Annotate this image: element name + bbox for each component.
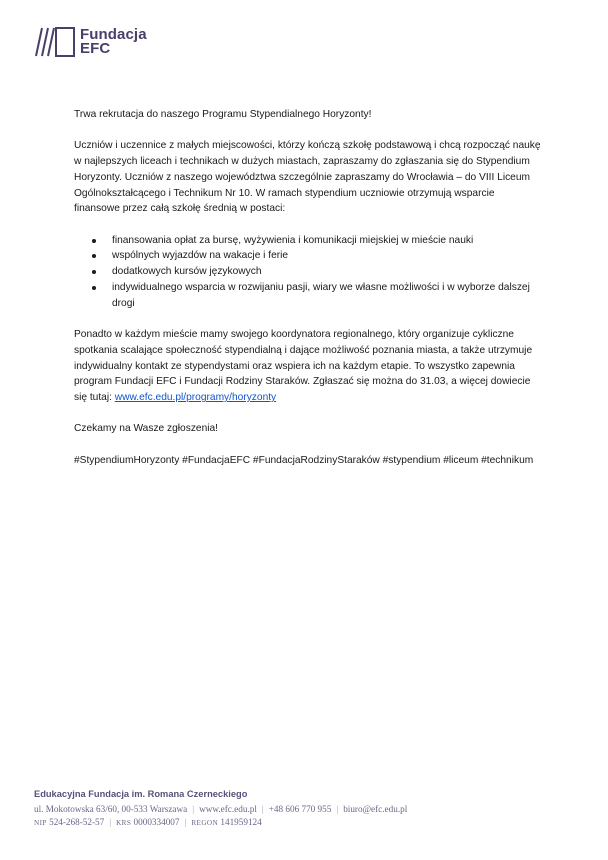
efc-stripes-logo-icon [34,26,76,58]
separator: | [184,817,187,827]
coordinator-text: Ponadto w każdym mieście mamy swojego koordynatora regionalnego, który organizuje cykliczne spotkania scalające społeczność stypendialną i dające możliwość poznania miasta, a także utrzymuje indywidualny kontakt ze stypendystami oraz wspiera ich na każdym etapie. To wszystko zapewnia program Fundacji EFC i Fundacji Rodziny Staraków. Zgłaszać się można do 31.03, a więcej dowiecie się tutaj: [74,328,533,404]
separator: | [261,803,264,814]
logo-line-2: EFC [80,40,111,57]
hashtags-line: #StypendiumHoryzonty #FundacjaEFC #FundacjaRodzinyStaraków #stypendium #liceum #technikum [74,454,534,466]
regon-label: REGON [191,819,219,827]
description-paragraph: Uczniów i uczennice z małych miejscowości, którzy kończą szkołę podstawową i chcą rozpocząć naukę w najlepszych liceach i technikach w dużych miastach, zapraszamy do zgłaszania się do Stypendium Horyzonty. Uczniów z naszego województwa szczególnie zapraszamy do Wrocławia – do VIII Liceum Ogólnokształcącego i Technikum Nr 10. W ramach stypendium uczniowie otrzymują wsparcie finansowe przez całą szkołę średnią w postaci: [74,140,541,215]
letter-body [74,107,542,484]
nip-value: 524-268-52-57 [49,817,105,827]
nip-label: NIP [34,819,47,827]
list-item: wspólnych wyjazdów na wakacje i ferie [74,248,542,264]
contact-line [34,803,574,817]
separator: | [109,817,112,827]
support-list [74,233,542,312]
regon-value: 141959124 [220,817,262,827]
coordinator-paragraph [74,327,542,406]
foundation-logo [34,26,147,58]
list-item: dodatkowych kursów językowych [74,264,542,280]
logo-wordmark [80,28,147,56]
krs-value: 0000334007 [133,817,180,827]
organization-name: Edukacyjna Fundacja im. Romana Czerneckiego [34,789,248,799]
list-item: indywidualnego wsparcia w rozwijaniu pasji, wiary we własne możliwości i w wyborze dalszej drogi [74,280,542,312]
phone: +48 606 770 955 [268,803,332,814]
address: ul. Mokotowska 63/60, 00-533 Warszawa [34,803,188,814]
program-link[interactable]: www.efc.edu.pl/programy/horyzonty [114,392,277,404]
website: www.efc.edu.pl [199,803,257,814]
krs-label: KRS [116,819,132,827]
list-item: finansowania opłat za bursę, wyżywienia i komunikacji miejskiej w mieście nauki [74,233,542,249]
separator: | [192,803,195,814]
registry-line [34,816,574,831]
logo-line-1: Fundacja [80,26,147,43]
email: biuro@efc.edu.pl [343,803,408,814]
letterhead-footer [34,788,574,831]
closing-line: Czekamy na Wasze zgłoszenia! [74,423,219,435]
intro-paragraph: Trwa rekrutacja do naszego Programu Stypendialnego Horyzonty! [74,109,372,120]
separator: | [336,803,339,814]
